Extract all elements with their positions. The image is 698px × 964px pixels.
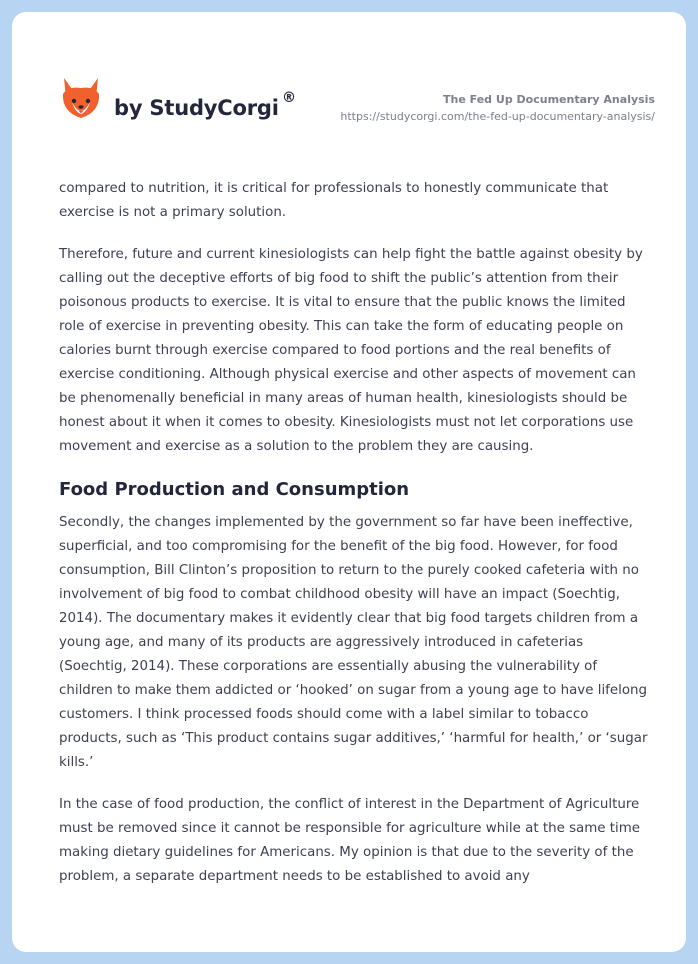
corgi-logo-icon[interactable]	[60, 76, 102, 124]
paragraph: Secondly, the changes implemented by the government so far have been ineffective, superficial, and too compromising for the benefit of the big food. However, for food consumption, Bill Clinton’s proposition to return to the purely cooked cafeteria with no involvement of big food to combat childhood obesity will have an impact (Soechtig, 2014). The documentary makes it evidently clear that big food targets children from a young age, and many of its products are aggressively introduced in cafeterias (Soechtig, 2014). These corporations are essentially abusing the vulnerability of children to make them addicted or ‘hooked’ on sugar from a young age to have lifelong customers. I think processed foods should come with a label similar to tobacco products, such as ‘This product contains sugar additives,’ ‘harmful for health,’ or ‘sugar kills.’	[59, 515, 648, 770]
article-body	[59, 177, 655, 907]
paragraph: In the case of food production, the conflict of interest in the Department of Agriculture must be removed since it cannot be responsible for agriculture while at the same time making dietary guidelines for Americans. My opinion is that due to the severity of the problem, a separate department needs to be established to avoid any	[59, 797, 641, 884]
registered-mark: ®	[282, 90, 296, 106]
document-page	[12, 12, 686, 952]
brand-name[interactable]: by StudyCorgi	[114, 96, 279, 120]
page-header	[12, 12, 686, 162]
paragraph: Therefore, future and current kinesiologists can help fight the battle against obesity by calling out the deceptive efforts of big food to shift the public’s attention from their poisonous products to exercise. It is vital to ensure that the public knows the limited role of exercise in preventing obesity. This can take the form of educating people on calories burnt through exercise compared to food portions and the real benefits of exercise conditioning. Although physical exercise and other aspects of movement can be phenomenally beneficial in many areas of human health, kinesiologists should be honest about it when it comes to obesity. Kinesiologists must not let corporations use movement and exercise as a solution to the problem they are causing.	[59, 247, 643, 454]
section-heading: Food Production and Consumption	[59, 479, 410, 500]
document-url[interactable]: https://studycorgi.com/the-fed-up-documentary-analysis/	[340, 110, 655, 123]
document-title: The Fed Up Documentary Analysis	[443, 93, 655, 106]
paragraph: compared to nutrition, it is critical for professionals to honestly communicate that exercise is not a primary solution.	[59, 181, 609, 220]
